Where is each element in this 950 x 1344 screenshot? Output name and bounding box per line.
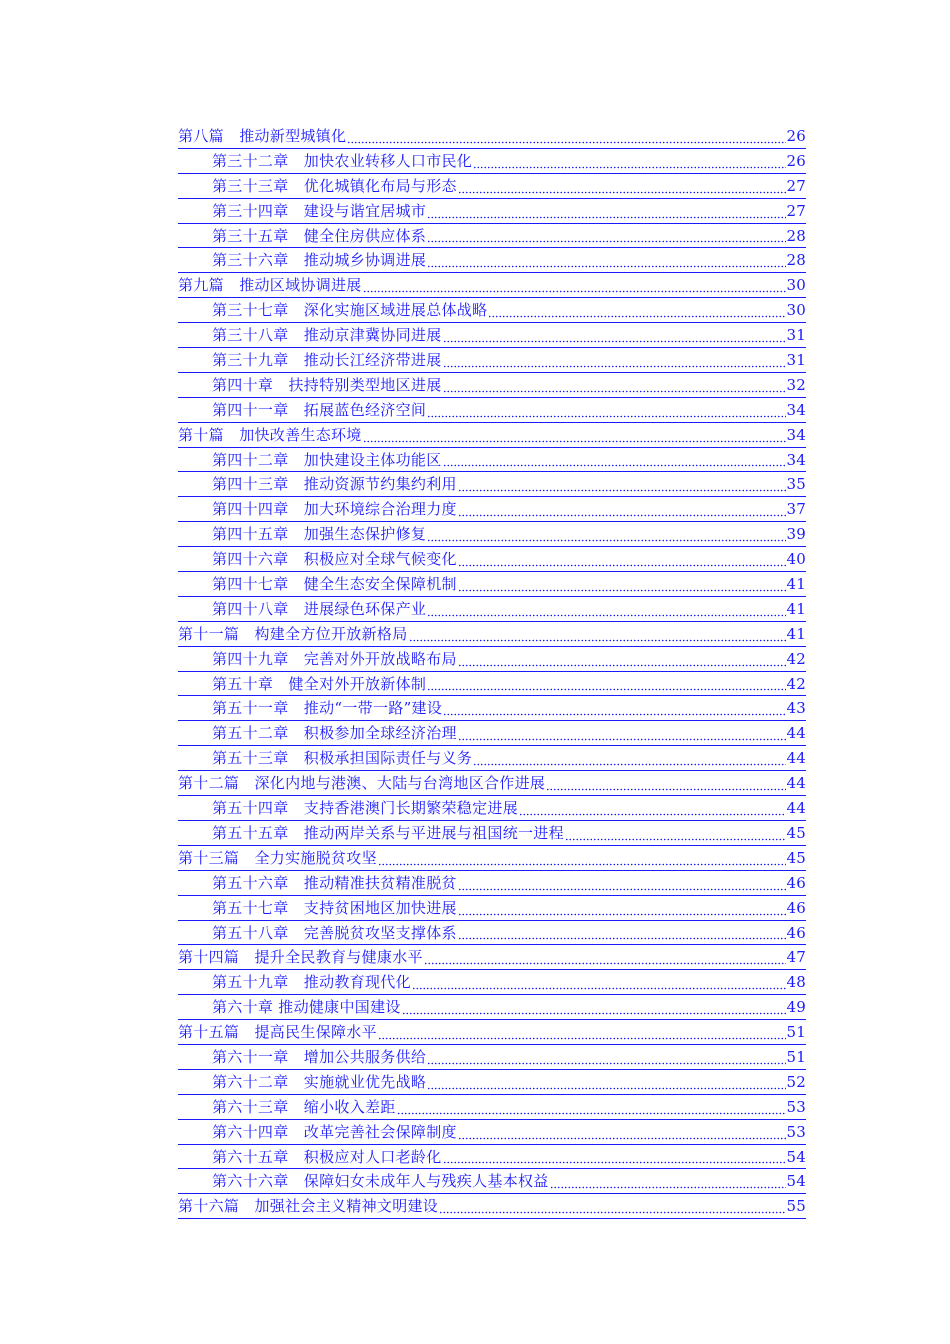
toc-chapter-link[interactable] [178, 398, 806, 423]
toc-chapter-link[interactable] [178, 921, 806, 946]
toc-entry-title: 第三十六章 推动城乡协调进展 [212, 251, 427, 270]
toc-chapter-link[interactable] [178, 672, 806, 697]
toc-page-number: 52 [786, 1072, 806, 1091]
toc-dot-leader [427, 262, 785, 268]
toc-dot-leader [550, 1183, 786, 1189]
toc-entry-title: 第四十章 扶持特别类型地区进展 [212, 375, 442, 394]
toc-dot-leader [458, 1134, 786, 1140]
toc-dot-leader [424, 959, 786, 965]
toc-page-number: 45 [786, 823, 806, 842]
toc-dot-leader [443, 1158, 786, 1164]
toc-entry-title: 第五十五章 推动两岸关系与平进展与祖国统一进程 [212, 823, 564, 842]
toc-page-number: 44 [786, 799, 806, 818]
toc-page-number: 53 [786, 1122, 806, 1141]
toc-dot-leader [473, 163, 785, 169]
toc-entry-title: 第八篇 推动新型城镇化 [178, 127, 347, 145]
toc-dot-leader [443, 710, 785, 716]
toc-page-number: 35 [786, 475, 806, 494]
table-of-contents [178, 124, 806, 1219]
toc-part-link[interactable] [178, 124, 806, 149]
toc-page-number: 44 [786, 749, 806, 768]
toc-dot-leader [378, 860, 786, 866]
toc-page-number: 37 [786, 500, 806, 519]
toc-entry-title: 第五十六章 推动精准扶贫精准脱贫 [212, 873, 457, 892]
toc-page-number: 26 [786, 127, 806, 145]
toc-entry-title: 第五十章 健全对外开放新体制 [212, 674, 427, 693]
toc-page-number: 48 [786, 973, 806, 992]
toc-chapter-link[interactable] [178, 149, 806, 174]
toc-entry-title: 第十篇 加快改善生态环境 [178, 425, 362, 444]
toc-page-number: 31 [786, 351, 806, 370]
toc-dot-leader [409, 636, 786, 642]
toc-chapter-link[interactable] [178, 348, 806, 373]
toc-chapter-link[interactable] [178, 323, 806, 348]
toc-dot-leader [458, 661, 786, 667]
toc-entry-title: 第六十六章 保障妇女未成年人与残疾人基本权益 [212, 1172, 549, 1191]
toc-chapter-link[interactable] [178, 1169, 806, 1194]
toc-entry-title: 第六十一章 增加公共服务供给 [212, 1047, 427, 1066]
toc-page-number: 32 [786, 375, 806, 394]
toc-entry-title: 第四十七章 健全生态安全保障机制 [212, 575, 457, 594]
toc-entry-title: 第六十五章 积极应对人口老龄化 [212, 1147, 442, 1166]
toc-dot-leader [443, 362, 786, 368]
toc-dot-leader [458, 486, 786, 492]
toc-part-link[interactable] [178, 771, 806, 796]
toc-chapter-link[interactable] [178, 472, 806, 497]
toc-dot-leader [443, 337, 786, 343]
toc-dot-leader [427, 536, 785, 542]
toc-page-number: 55 [786, 1197, 806, 1216]
toc-part-link[interactable] [178, 622, 806, 647]
toc-entry-title: 第四十三章 推动资源节约集约利用 [212, 475, 457, 494]
toc-chapter-link[interactable] [178, 1145, 806, 1170]
toc-chapter-link[interactable] [178, 497, 806, 522]
toc-chapter-link[interactable] [178, 871, 806, 896]
toc-dot-leader [443, 461, 786, 467]
toc-entry-title: 第四十一章 拓展蓝色经济空间 [212, 400, 427, 419]
toc-page-number: 44 [786, 724, 806, 743]
toc-entry-title: 第三十四章 建设与谐宜居城市 [212, 201, 427, 220]
toc-dot-leader [363, 287, 786, 293]
toc-page-number: 46 [786, 873, 806, 892]
toc-entry-title: 第十一篇 构建全方位开放新格局 [178, 624, 408, 643]
toc-page-number: 51 [786, 1047, 806, 1066]
toc-page-number: 34 [786, 425, 806, 444]
toc-chapter-link[interactable] [178, 896, 806, 921]
toc-dot-leader [427, 213, 785, 219]
toc-page-number: 42 [786, 674, 806, 693]
toc-page-number: 42 [786, 649, 806, 668]
toc-part-link[interactable] [178, 423, 806, 448]
toc-page-number: 45 [786, 848, 806, 867]
toc-dot-leader [488, 312, 785, 318]
toc-entry-title: 第三十七章 深化实施区域进展总体战略 [212, 301, 488, 320]
toc-page-number: 27 [786, 176, 806, 195]
toc-page-number: 51 [786, 1023, 806, 1042]
toc-chapter-link[interactable] [178, 572, 806, 597]
toc-entry-title: 第四十八章 进展绿色环保产业 [212, 599, 427, 618]
toc-chapter-link[interactable] [178, 373, 806, 398]
toc-dot-leader [458, 188, 786, 194]
toc-dot-leader [427, 237, 785, 243]
toc-chapter-link[interactable] [178, 647, 806, 672]
toc-dot-leader [363, 437, 786, 443]
toc-entry-title: 第九篇 推动区域协调进展 [178, 276, 362, 295]
toc-chapter-link[interactable] [178, 746, 806, 771]
toc-page-number: 28 [786, 226, 806, 245]
toc-part-link[interactable] [178, 846, 806, 871]
toc-page-number: 31 [786, 326, 806, 345]
toc-part-link[interactable] [178, 945, 806, 970]
toc-dot-leader [473, 760, 785, 766]
toc-page-number: 34 [786, 450, 806, 469]
toc-entry-title: 第五十三章 积极承担国际责任与义务 [212, 749, 473, 768]
toc-page-number: 30 [786, 276, 806, 295]
toc-chapter-link[interactable] [178, 1095, 806, 1120]
toc-entry-title: 第六十章 推动健康中国建设 [212, 998, 401, 1017]
toc-chapter-link[interactable] [178, 248, 806, 273]
toc-dot-leader [427, 611, 785, 617]
toc-dot-leader [427, 685, 785, 691]
toc-dot-leader [458, 561, 786, 567]
toc-chapter-link[interactable] [178, 721, 806, 746]
toc-chapter-link[interactable] [178, 995, 806, 1020]
toc-dot-leader [427, 1084, 785, 1090]
toc-entry-title: 第五十二章 积极参加全球经济治理 [212, 724, 457, 743]
toc-chapter-link[interactable] [178, 199, 806, 224]
toc-page-number: 27 [786, 201, 806, 220]
toc-page-number: 40 [786, 550, 806, 569]
toc-page-number: 54 [786, 1147, 806, 1166]
toc-part-link[interactable] [178, 273, 806, 298]
toc-entry-title: 第十六篇 加强社会主义精神文明建设 [178, 1197, 439, 1216]
toc-entry-title: 第十四篇 提升全民教育与健康水平 [178, 948, 423, 967]
toc-entry-title: 第十三篇 全力实施脱贫攻坚 [178, 848, 377, 867]
toc-dot-leader [458, 511, 786, 517]
toc-chapter-link[interactable] [178, 547, 806, 572]
toc-dot-leader [378, 1034, 786, 1040]
toc-entry-title: 第五十七章 支持贫困地区加快进展 [212, 898, 457, 917]
toc-dot-leader [565, 835, 786, 841]
toc-dot-leader [458, 934, 786, 940]
toc-chapter-link[interactable] [178, 522, 806, 547]
toc-page-number: 39 [786, 525, 806, 544]
toc-page-number: 30 [786, 301, 806, 320]
toc-entry-title: 第四十二章 加快建设主体功能区 [212, 450, 442, 469]
toc-chapter-link[interactable] [178, 448, 806, 473]
toc-chapter-link[interactable] [178, 174, 806, 199]
toc-chapter-link[interactable] [178, 1045, 806, 1070]
toc-entry-title: 第十二篇 深化内地与港澳、大陆与台湾地区合作进展 [178, 774, 546, 793]
toc-dot-leader [427, 412, 785, 418]
toc-entry-title: 第五十一章 推动“一带一路”建设 [212, 699, 443, 718]
toc-entry-title: 第四十五章 加强生态保护修复 [212, 525, 427, 544]
toc-page-number: 26 [786, 151, 806, 170]
toc-dot-leader [458, 735, 786, 741]
toc-page-number: 41 [786, 575, 806, 594]
toc-dot-leader [546, 785, 785, 791]
toc-chapter-link[interactable] [178, 224, 806, 249]
toc-entry-title: 第六十四章 改革完善社会保障制度 [212, 1122, 457, 1141]
toc-entry-title: 第十五篇 提高民生保障水平 [178, 1023, 377, 1042]
toc-entry-title: 第三十二章 加快农业转移人口市民化 [212, 151, 473, 170]
toc-entry-title: 第三十八章 推动京津冀协同进展 [212, 326, 442, 345]
toc-entry-title: 第六十二章 实施就业优先战略 [212, 1072, 427, 1091]
toc-chapter-link[interactable] [178, 1070, 806, 1095]
toc-entry-title: 第六十三章 缩小收入差距 [212, 1097, 396, 1116]
toc-chapter-link[interactable] [178, 796, 806, 821]
toc-entry-title: 第五十四章 支持香港澳门长期繁荣稳定进展 [212, 799, 519, 818]
toc-page-number: 54 [786, 1172, 806, 1191]
toc-page-number: 46 [786, 923, 806, 942]
toc-entry-title: 第四十四章 加大环境综合治理力度 [212, 500, 457, 519]
toc-dot-leader [397, 1109, 786, 1115]
toc-entry-title: 第三十九章 推动长江经济带进展 [212, 351, 442, 370]
toc-page-number: 49 [786, 998, 806, 1017]
toc-page-number: 53 [786, 1097, 806, 1116]
toc-chapter-link[interactable] [178, 1120, 806, 1145]
toc-entry-title: 第五十九章 推动教育现代化 [212, 973, 411, 992]
toc-page-number: 43 [786, 699, 806, 718]
toc-dot-leader [402, 1009, 786, 1015]
toc-part-link[interactable] [178, 1020, 806, 1045]
toc-dot-leader [347, 138, 785, 144]
toc-page-number: 41 [786, 599, 806, 618]
toc-chapter-link[interactable] [178, 821, 806, 846]
toc-dot-leader [439, 1208, 785, 1214]
toc-chapter-link[interactable] [178, 298, 806, 323]
toc-entry-title: 第四十九章 完善对外开放战略布局 [212, 649, 457, 668]
toc-chapter-link[interactable] [178, 970, 806, 995]
toc-page-number: 28 [786, 251, 806, 270]
toc-entry-title: 第三十五章 健全住房供应体系 [212, 226, 427, 245]
toc-page-number: 47 [786, 948, 806, 967]
toc-chapter-link[interactable] [178, 696, 806, 721]
toc-dot-leader [412, 984, 786, 990]
toc-dot-leader [458, 586, 786, 592]
toc-page-number: 34 [786, 400, 806, 419]
toc-chapter-link[interactable] [178, 597, 806, 622]
toc-page-number: 41 [786, 624, 806, 643]
toc-entry-title: 第三十三章 优化城镇化布局与形态 [212, 176, 457, 195]
toc-dot-leader [458, 910, 786, 916]
toc-dot-leader [458, 885, 786, 891]
toc-page-number: 44 [786, 774, 806, 793]
toc-page-number: 46 [786, 898, 806, 917]
toc-entry-title: 第四十六章 积极应对全球气候变化 [212, 550, 457, 569]
toc-entry-title: 第五十八章 完善脱贫攻坚支撑体系 [212, 923, 457, 942]
toc-dot-leader [519, 810, 785, 816]
toc-dot-leader [427, 1059, 785, 1065]
toc-part-link[interactable] [178, 1194, 806, 1219]
toc-dot-leader [443, 387, 786, 393]
